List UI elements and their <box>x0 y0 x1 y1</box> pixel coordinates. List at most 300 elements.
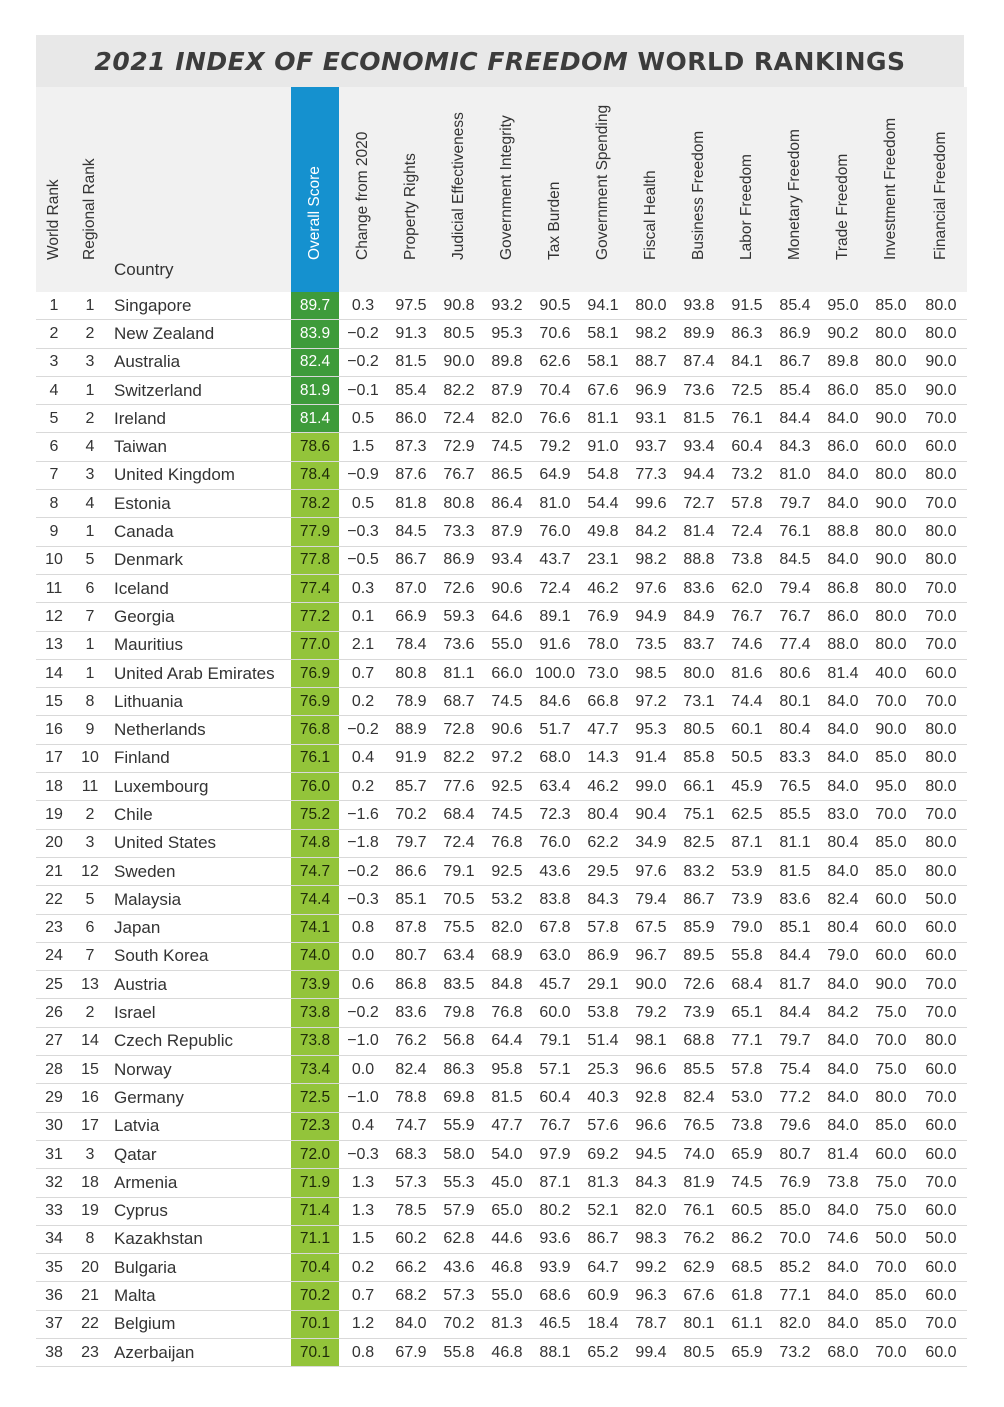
fiscal-health-cell: 88.7 <box>627 348 675 376</box>
overall-score-cell: 78.4 <box>291 461 339 489</box>
fiscal-health-cell: 84.2 <box>627 518 675 546</box>
investment-cell: 85.0 <box>867 1282 915 1310</box>
country-cell: Malta <box>108 1282 291 1310</box>
table-row <box>36 1140 967 1168</box>
property-rights-cell: 86.6 <box>387 857 435 885</box>
gov-spending-cell: 67.6 <box>579 376 627 404</box>
monetary-cell: 76.5 <box>771 773 819 801</box>
judicial-cell: 55.9 <box>435 1112 483 1140</box>
overall-score-cell: 76.0 <box>291 773 339 801</box>
col-financial: Financial Freedom <box>915 87 967 292</box>
investment-cell: 75.0 <box>867 1169 915 1197</box>
trade-cell: 80.4 <box>819 829 867 857</box>
gov-spending-cell: 58.1 <box>579 348 627 376</box>
labor-cell: 62.0 <box>723 574 771 602</box>
tax-burden-cell: 81.0 <box>531 490 579 518</box>
financial-cell: 60.0 <box>915 1140 967 1168</box>
fiscal-health-cell: 73.5 <box>627 631 675 659</box>
investment-cell: 60.0 <box>867 914 915 942</box>
change-cell: −0.2 <box>339 999 387 1027</box>
gov-spending-cell: 94.1 <box>579 292 627 320</box>
change-cell: 0.3 <box>339 574 387 602</box>
world-rank-cell: 16 <box>36 716 72 744</box>
col-labor: Labor Freedom <box>723 87 771 292</box>
property-rights-cell: 78.4 <box>387 631 435 659</box>
business-cell: 93.4 <box>675 433 723 461</box>
country-cell: Australia <box>108 348 291 376</box>
labor-cell: 77.1 <box>723 1027 771 1055</box>
change-cell: −0.3 <box>339 886 387 914</box>
monetary-cell: 84.5 <box>771 546 819 574</box>
labor-cell: 72.4 <box>723 518 771 546</box>
tax-burden-cell: 93.6 <box>531 1225 579 1253</box>
investment-cell: 75.0 <box>867 1197 915 1225</box>
investment-cell: 80.0 <box>867 320 915 348</box>
financial-cell: 70.0 <box>915 631 967 659</box>
gov-spending-cell: 64.7 <box>579 1254 627 1282</box>
world-rank-cell: 38 <box>36 1338 72 1366</box>
financial-cell: 60.0 <box>915 1282 967 1310</box>
judicial-cell: 72.9 <box>435 433 483 461</box>
tax-burden-cell: 63.0 <box>531 942 579 970</box>
gov-spending-cell: 49.8 <box>579 518 627 546</box>
judicial-cell: 90.8 <box>435 292 483 320</box>
judicial-cell: 86.3 <box>435 1056 483 1084</box>
table-row <box>36 1112 967 1140</box>
gov-integrity-cell: 64.4 <box>483 1027 531 1055</box>
change-cell: 0.5 <box>339 405 387 433</box>
regional-rank-cell: 8 <box>72 688 108 716</box>
business-cell: 81.4 <box>675 518 723 546</box>
investment-cell: 90.0 <box>867 716 915 744</box>
investment-cell: 60.0 <box>867 942 915 970</box>
gov-spending-cell: 60.9 <box>579 1282 627 1310</box>
country-cell: United Kingdom <box>108 461 291 489</box>
labor-cell: 87.1 <box>723 829 771 857</box>
gov-integrity-cell: 90.6 <box>483 574 531 602</box>
country-cell: Israel <box>108 999 291 1027</box>
property-rights-cell: 91.3 <box>387 320 435 348</box>
monetary-cell: 77.4 <box>771 631 819 659</box>
gov-integrity-cell: 97.2 <box>483 744 531 772</box>
rankings-table <box>36 87 967 1367</box>
tax-burden-cell: 60.4 <box>531 1084 579 1112</box>
col-fiscal-health: Fiscal Health <box>627 87 675 292</box>
tax-burden-cell: 68.0 <box>531 744 579 772</box>
overall-score-cell: 72.5 <box>291 1084 339 1112</box>
table-row <box>36 518 967 546</box>
country-cell: Germany <box>108 1084 291 1112</box>
tax-burden-cell: 97.9 <box>531 1140 579 1168</box>
regional-rank-cell: 6 <box>72 574 108 602</box>
gov-integrity-cell: 55.0 <box>483 1282 531 1310</box>
investment-cell: 70.0 <box>867 1254 915 1282</box>
trade-cell: 84.0 <box>819 461 867 489</box>
fiscal-health-cell: 91.4 <box>627 744 675 772</box>
monetary-cell: 81.7 <box>771 971 819 999</box>
regional-rank-cell: 1 <box>72 292 108 320</box>
judicial-cell: 59.3 <box>435 603 483 631</box>
gov-spending-cell: 29.1 <box>579 971 627 999</box>
labor-cell: 53.9 <box>723 857 771 885</box>
tax-burden-cell: 100.0 <box>531 659 579 687</box>
world-rank-cell: 21 <box>36 857 72 885</box>
business-cell: 81.5 <box>675 405 723 433</box>
fiscal-health-cell: 67.5 <box>627 914 675 942</box>
judicial-cell: 90.0 <box>435 348 483 376</box>
country-cell: Switzerland <box>108 376 291 404</box>
tax-burden-cell: 76.0 <box>531 518 579 546</box>
country-cell: Czech Republic <box>108 1027 291 1055</box>
property-rights-cell: 68.3 <box>387 1140 435 1168</box>
trade-cell: 84.0 <box>819 1112 867 1140</box>
change-cell: 1.2 <box>339 1310 387 1338</box>
table-row <box>36 1056 967 1084</box>
world-rank-cell: 28 <box>36 1056 72 1084</box>
monetary-cell: 70.0 <box>771 1225 819 1253</box>
monetary-cell: 73.2 <box>771 1338 819 1366</box>
col-overall-score: Overall Score <box>291 87 339 292</box>
change-cell: 1.3 <box>339 1169 387 1197</box>
trade-cell: 84.0 <box>819 1056 867 1084</box>
business-cell: 80.1 <box>675 1310 723 1338</box>
labor-cell: 81.6 <box>723 659 771 687</box>
property-rights-cell: 81.5 <box>387 348 435 376</box>
gov-integrity-cell: 66.0 <box>483 659 531 687</box>
gov-integrity-cell: 92.5 <box>483 857 531 885</box>
judicial-cell: 80.8 <box>435 490 483 518</box>
investment-cell: 80.0 <box>867 574 915 602</box>
investment-cell: 70.0 <box>867 1027 915 1055</box>
country-cell: Estonia <box>108 490 291 518</box>
change-cell: 0.1 <box>339 603 387 631</box>
gov-spending-cell: 23.1 <box>579 546 627 574</box>
property-rights-cell: 74.7 <box>387 1112 435 1140</box>
trade-cell: 84.2 <box>819 999 867 1027</box>
investment-cell: 75.0 <box>867 1056 915 1084</box>
trade-cell: 84.0 <box>819 773 867 801</box>
fiscal-health-cell: 34.9 <box>627 829 675 857</box>
overall-score-cell: 78.6 <box>291 433 339 461</box>
overall-score-cell: 70.1 <box>291 1310 339 1338</box>
change-cell: 0.3 <box>339 292 387 320</box>
gov-spending-cell: 58.1 <box>579 320 627 348</box>
world-rank-cell: 7 <box>36 461 72 489</box>
table-row <box>36 1254 967 1282</box>
change-cell: 0.8 <box>339 914 387 942</box>
regional-rank-cell: 3 <box>72 461 108 489</box>
trade-cell: 82.4 <box>819 886 867 914</box>
fiscal-health-cell: 82.0 <box>627 1197 675 1225</box>
fiscal-health-cell: 96.9 <box>627 376 675 404</box>
regional-rank-cell: 1 <box>72 631 108 659</box>
investment-cell: 85.0 <box>867 376 915 404</box>
trade-cell: 86.0 <box>819 433 867 461</box>
regional-rank-cell: 11 <box>72 773 108 801</box>
judicial-cell: 56.8 <box>435 1027 483 1055</box>
col-gov-integrity: Government Integrity <box>483 87 531 292</box>
fiscal-health-cell: 84.3 <box>627 1169 675 1197</box>
business-cell: 84.9 <box>675 603 723 631</box>
change-cell: 0.2 <box>339 773 387 801</box>
financial-cell: 60.0 <box>915 942 967 970</box>
tax-burden-cell: 89.1 <box>531 603 579 631</box>
gov-spending-cell: 57.6 <box>579 1112 627 1140</box>
change-cell: 2.1 <box>339 631 387 659</box>
overall-score-cell: 77.0 <box>291 631 339 659</box>
fiscal-health-cell: 97.6 <box>627 857 675 885</box>
labor-cell: 73.9 <box>723 886 771 914</box>
financial-cell: 90.0 <box>915 348 967 376</box>
fiscal-health-cell: 99.4 <box>627 1338 675 1366</box>
investment-cell: 85.0 <box>867 1112 915 1140</box>
gov-integrity-cell: 76.8 <box>483 999 531 1027</box>
tax-burden-cell: 79.2 <box>531 433 579 461</box>
fiscal-health-cell: 99.6 <box>627 490 675 518</box>
gov-spending-cell: 76.9 <box>579 603 627 631</box>
business-cell: 73.6 <box>675 376 723 404</box>
world-rank-cell: 20 <box>36 829 72 857</box>
table-row <box>36 603 967 631</box>
labor-cell: 60.5 <box>723 1197 771 1225</box>
financial-cell: 80.0 <box>915 773 967 801</box>
page-title <box>94 47 905 76</box>
trade-cell: 89.8 <box>819 348 867 376</box>
overall-score-cell: 82.4 <box>291 348 339 376</box>
world-rank-cell: 10 <box>36 546 72 574</box>
monetary-cell: 81.1 <box>771 829 819 857</box>
country-cell: Mauritius <box>108 631 291 659</box>
world-rank-cell: 5 <box>36 405 72 433</box>
labor-cell: 74.6 <box>723 631 771 659</box>
overall-score-cell: 73.8 <box>291 1027 339 1055</box>
property-rights-cell: 84.0 <box>387 1310 435 1338</box>
property-rights-cell: 85.7 <box>387 773 435 801</box>
financial-cell: 60.0 <box>915 1338 967 1366</box>
col-monetary: Monetary Freedom <box>771 87 819 292</box>
fiscal-health-cell: 98.3 <box>627 1225 675 1253</box>
country-cell: Armenia <box>108 1169 291 1197</box>
world-rank-cell: 23 <box>36 914 72 942</box>
fiscal-health-cell: 97.2 <box>627 688 675 716</box>
gov-spending-cell: 18.4 <box>579 1310 627 1338</box>
property-rights-cell: 76.2 <box>387 1027 435 1055</box>
gov-integrity-cell: 95.8 <box>483 1056 531 1084</box>
gov-integrity-cell: 87.9 <box>483 376 531 404</box>
fiscal-health-cell: 98.2 <box>627 546 675 574</box>
labor-cell: 72.5 <box>723 376 771 404</box>
gov-spending-cell: 73.0 <box>579 659 627 687</box>
gov-integrity-cell: 86.4 <box>483 490 531 518</box>
business-cell: 75.1 <box>675 801 723 829</box>
fiscal-health-cell: 96.6 <box>627 1056 675 1084</box>
gov-integrity-cell: 89.8 <box>483 348 531 376</box>
trade-cell: 84.0 <box>819 546 867 574</box>
table-row <box>36 1225 967 1253</box>
col-world-rank: World Rank <box>36 87 72 292</box>
country-cell: Lithuania <box>108 688 291 716</box>
trade-cell: 84.0 <box>819 1084 867 1112</box>
gov-spending-cell: 80.4 <box>579 801 627 829</box>
overall-score-cell: 70.2 <box>291 1282 339 1310</box>
world-rank-cell: 9 <box>36 518 72 546</box>
regional-rank-cell: 6 <box>72 914 108 942</box>
overall-score-cell: 77.2 <box>291 603 339 631</box>
gov-spending-cell: 51.4 <box>579 1027 627 1055</box>
labor-cell: 74.4 <box>723 688 771 716</box>
labor-cell: 86.3 <box>723 320 771 348</box>
investment-cell: 60.0 <box>867 433 915 461</box>
gov-spending-cell: 69.2 <box>579 1140 627 1168</box>
financial-cell: 60.0 <box>915 1197 967 1225</box>
fiscal-health-cell: 93.1 <box>627 405 675 433</box>
business-cell: 83.2 <box>675 857 723 885</box>
country-cell: Finland <box>108 744 291 772</box>
gov-integrity-cell: 54.0 <box>483 1140 531 1168</box>
property-rights-cell: 87.8 <box>387 914 435 942</box>
gov-integrity-cell: 92.5 <box>483 773 531 801</box>
property-rights-cell: 78.8 <box>387 1084 435 1112</box>
world-rank-cell: 18 <box>36 773 72 801</box>
change-cell: −1.0 <box>339 1027 387 1055</box>
gov-spending-cell: 66.8 <box>579 688 627 716</box>
labor-cell: 76.1 <box>723 405 771 433</box>
monetary-cell: 84.3 <box>771 433 819 461</box>
table-row <box>36 348 967 376</box>
financial-cell: 70.0 <box>915 490 967 518</box>
investment-cell: 85.0 <box>867 744 915 772</box>
change-cell: 0.8 <box>339 1338 387 1366</box>
business-cell: 80.5 <box>675 1338 723 1366</box>
table-row <box>36 1338 967 1366</box>
gov-spending-cell: 46.2 <box>579 574 627 602</box>
judicial-cell: 72.4 <box>435 405 483 433</box>
gov-spending-cell: 40.3 <box>579 1084 627 1112</box>
labor-cell: 65.9 <box>723 1140 771 1168</box>
investment-cell: 70.0 <box>867 801 915 829</box>
col-judicial: Judicial Effectiveness <box>435 87 483 292</box>
trade-cell: 84.0 <box>819 716 867 744</box>
judicial-cell: 72.6 <box>435 574 483 602</box>
labor-cell: 68.5 <box>723 1254 771 1282</box>
tax-burden-cell: 90.5 <box>531 292 579 320</box>
table-row <box>36 320 967 348</box>
fiscal-health-cell: 90.4 <box>627 801 675 829</box>
financial-cell: 50.0 <box>915 886 967 914</box>
labor-cell: 86.2 <box>723 1225 771 1253</box>
tax-burden-cell: 46.5 <box>531 1310 579 1338</box>
overall-score-cell: 77.9 <box>291 518 339 546</box>
tax-burden-cell: 67.8 <box>531 914 579 942</box>
judicial-cell: 86.9 <box>435 546 483 574</box>
change-cell: 1.3 <box>339 1197 387 1225</box>
investment-cell: 60.0 <box>867 1140 915 1168</box>
property-rights-cell: 97.5 <box>387 292 435 320</box>
trade-cell: 88.0 <box>819 631 867 659</box>
gov-integrity-cell: 47.7 <box>483 1112 531 1140</box>
business-cell: 82.5 <box>675 829 723 857</box>
investment-cell: 80.0 <box>867 461 915 489</box>
table-row <box>36 376 967 404</box>
monetary-cell: 85.0 <box>771 1197 819 1225</box>
regional-rank-cell: 3 <box>72 1140 108 1168</box>
gov-spending-cell: 84.3 <box>579 886 627 914</box>
judicial-cell: 58.0 <box>435 1140 483 1168</box>
gov-integrity-cell: 86.5 <box>483 461 531 489</box>
regional-rank-cell: 21 <box>72 1282 108 1310</box>
property-rights-cell: 86.7 <box>387 546 435 574</box>
table-row <box>36 574 967 602</box>
business-cell: 76.1 <box>675 1197 723 1225</box>
world-rank-cell: 25 <box>36 971 72 999</box>
table-body <box>36 292 967 1367</box>
labor-cell: 76.7 <box>723 603 771 631</box>
financial-cell: 80.0 <box>915 461 967 489</box>
labor-cell: 45.9 <box>723 773 771 801</box>
trade-cell: 84.0 <box>819 490 867 518</box>
gov-integrity-cell: 74.5 <box>483 801 531 829</box>
world-rank-cell: 33 <box>36 1197 72 1225</box>
table-row <box>36 490 967 518</box>
overall-score-cell: 81.9 <box>291 376 339 404</box>
property-rights-cell: 91.9 <box>387 744 435 772</box>
world-rank-cell: 36 <box>36 1282 72 1310</box>
labor-cell: 73.2 <box>723 461 771 489</box>
judicial-cell: 55.8 <box>435 1338 483 1366</box>
gov-spending-cell: 14.3 <box>579 744 627 772</box>
gov-integrity-cell: 74.5 <box>483 688 531 716</box>
gov-integrity-cell: 95.3 <box>483 320 531 348</box>
business-cell: 66.1 <box>675 773 723 801</box>
business-cell: 80.5 <box>675 716 723 744</box>
country-cell: Qatar <box>108 1140 291 1168</box>
tax-burden-cell: 83.8 <box>531 886 579 914</box>
overall-score-cell: 89.7 <box>291 292 339 320</box>
trade-cell: 84.0 <box>819 744 867 772</box>
fiscal-health-cell: 97.6 <box>627 574 675 602</box>
financial-cell: 70.0 <box>915 1310 967 1338</box>
business-cell: 62.9 <box>675 1254 723 1282</box>
table-row <box>36 914 967 942</box>
regional-rank-cell: 7 <box>72 942 108 970</box>
trade-cell: 84.0 <box>819 1254 867 1282</box>
regional-rank-cell: 2 <box>72 801 108 829</box>
gov-integrity-cell: 81.5 <box>483 1084 531 1112</box>
property-rights-cell: 80.7 <box>387 942 435 970</box>
business-cell: 83.7 <box>675 631 723 659</box>
country-cell: United Arab Emirates <box>108 659 291 687</box>
overall-score-cell: 77.8 <box>291 546 339 574</box>
business-cell: 73.1 <box>675 688 723 716</box>
change-cell: 0.5 <box>339 490 387 518</box>
financial-cell: 60.0 <box>915 1112 967 1140</box>
tax-burden-cell: 76.7 <box>531 1112 579 1140</box>
tax-burden-cell: 76.6 <box>531 405 579 433</box>
regional-rank-cell: 4 <box>72 433 108 461</box>
regional-rank-cell: 4 <box>72 490 108 518</box>
change-cell: −1.0 <box>339 1084 387 1112</box>
change-cell: −0.2 <box>339 716 387 744</box>
financial-cell: 70.0 <box>915 1084 967 1112</box>
col-business: Business Freedom <box>675 87 723 292</box>
judicial-cell: 70.2 <box>435 1310 483 1338</box>
financial-cell: 70.0 <box>915 971 967 999</box>
gov-spending-cell: 53.8 <box>579 999 627 1027</box>
tax-burden-cell: 84.6 <box>531 688 579 716</box>
tax-burden-cell: 70.6 <box>531 320 579 348</box>
trade-cell: 88.8 <box>819 518 867 546</box>
judicial-cell: 79.1 <box>435 857 483 885</box>
